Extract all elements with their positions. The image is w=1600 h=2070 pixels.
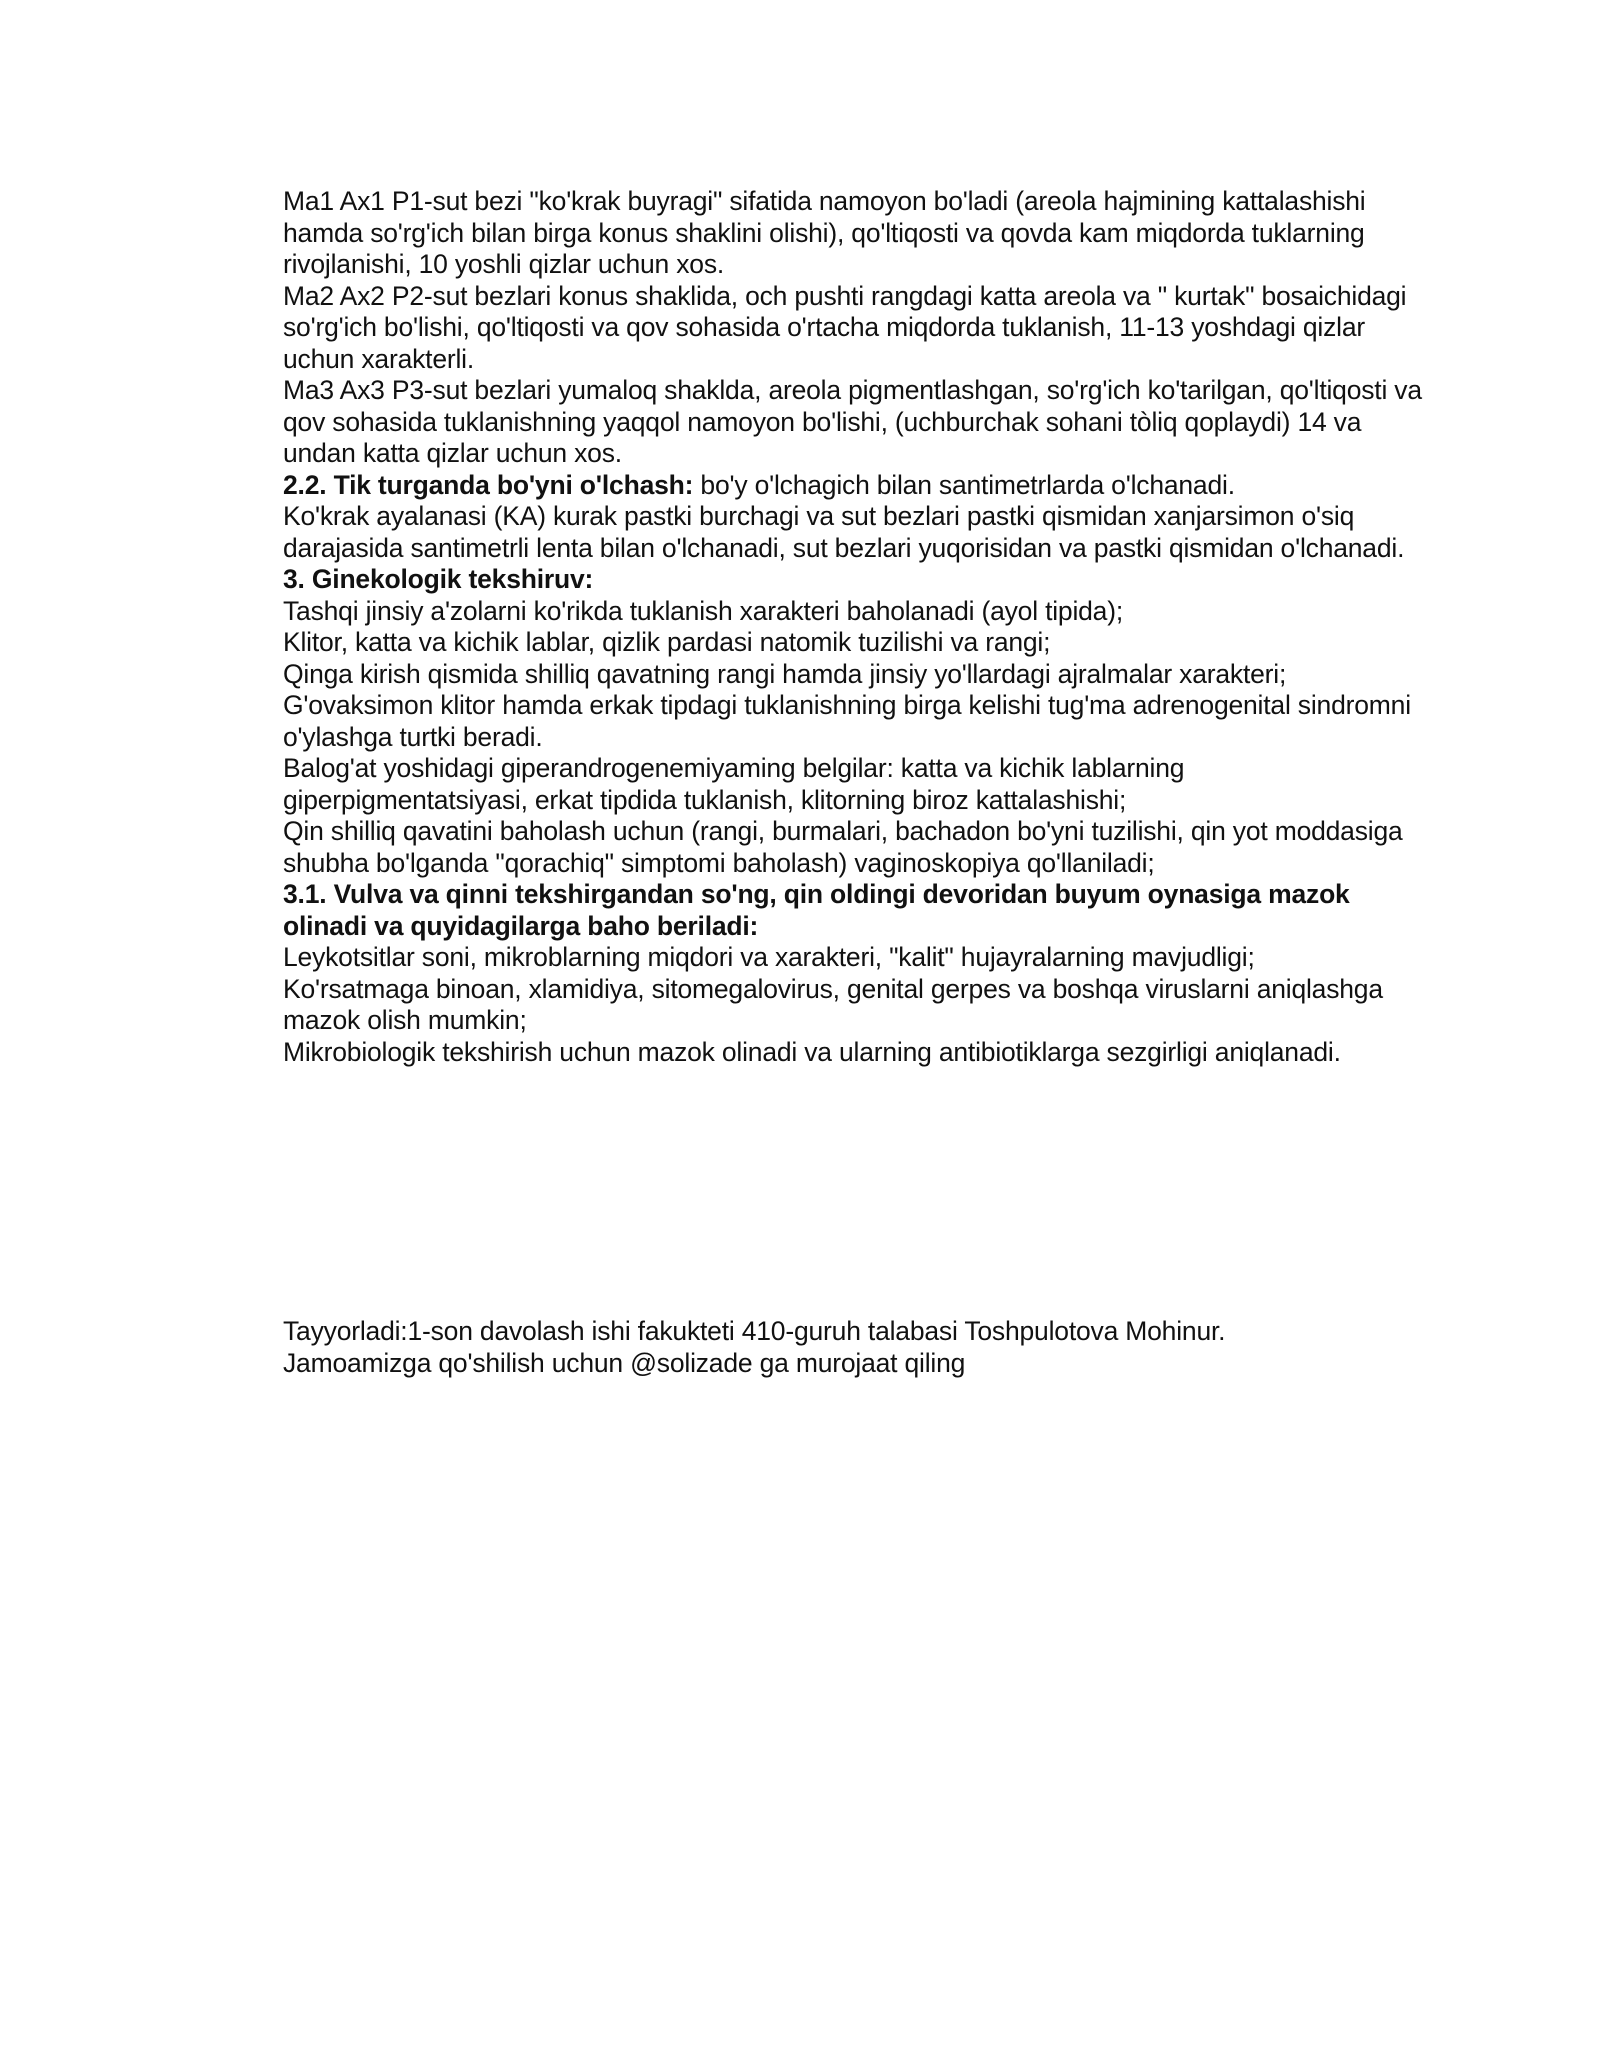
section-2-2-text: bo'y o'lchagich bilan santimetrlarda o'lchanadi. xyxy=(693,469,1235,500)
section-2-2-heading: 2.2. Tik turganda bo'yni o'lchash: xyxy=(283,469,694,500)
section-3-heading: 3. Ginekologik tekshiruv: xyxy=(283,564,594,594)
document-body xyxy=(283,186,1423,1068)
section-2-2 xyxy=(283,470,1423,502)
footer-author: Tayyorladi:1-son davolash ishi fakukteti 410-guruh talabasi Toshpulotova Mohinur. xyxy=(283,1316,1226,1346)
section-3-1-item: Mikrobiologik tekshirish uchun mazok olinadi va ularning antibiotiklarga sezgirligi aniqlanadi. xyxy=(283,1036,1341,1067)
section-3-item: Tashqi jinsiy a'zolarni ko'rikda tuklanish xarakteri baholanadi (ayol tipida); xyxy=(283,595,1124,626)
section-3-item: Balog'at yoshidagi giperandrogenemiyaming belgilar: katta va kichik lablarning giperpigmentatsiyasi, erkat tipdida tuklanish, klitorning biroz kattalashishi; xyxy=(283,753,1185,815)
section-3-item: G'ovaksimon klitor hamda erkak tipdagi tuklanishning birga kelishi tug'ma adrenogenital sindromni o'ylashga turtki beradi. xyxy=(283,690,1411,752)
footer-join-note: Jamoamizga qo'shilish uchun @solizade ga murojaat qiling xyxy=(283,1347,966,1378)
paragraph-ma1: Ma1 Ax1 P1-sut bezi "ko'krak buyragi" sifatida namoyon bo'ladi (areola hajmining kattalashishi hamda so'rg'ich bilan birga konus shaklini olishi), qo'ltiqosti va qovda kam miqdorda tuklarning rivojlanishi, 10 yoshli qizlar uchun xos. xyxy=(283,186,1366,279)
paragraph-ka: Ko'krak ayalanasi (KA) kurak pastki burchagi va sut bezlari pastki qismidan xanjarsimon o'siq darajasida santimetrli lenta bilan o'lchanadi, sut bezlari yuqorisidan va pastki qismidan o'lchanadi. xyxy=(283,501,1405,563)
paragraph-ma3: Ma3 Ax3 P3-sut bezlari yumaloq shaklda, areola pigmentlashgan, so'rg'ich ko'tarilgan, qo'ltiqosti va qov sohasida tuklanishning yaqqol namoyon bo'lishi, (uchburchak sohani tòliq qoplaydi) 14 va undan katta qizlar uchun xos. xyxy=(283,375,1422,468)
section-3-1-item: Leykotsitlar soni, mikroblarning miqdori va xarakteri, "kalit" hujayralarning mavjudligi; xyxy=(283,942,1255,972)
section-3-1-item: Ko'rsatmaga binoan, xlamidiya, sitomegalovirus, genital gerpes va boshqa viruslarni aniqlashga mazok olish mumkin; xyxy=(283,973,1383,1035)
paragraph-ma2: Ma2 Ax2 P2-sut bezlari konus shaklida, och pushti rangdagi katta areola va " kurtak" bosaichidagi so'rg'ich bo'lishi, qo'ltiqosti va qov sohasida o'rtacha miqdorda tuklanish, 11-13 yoshdagi qizlar uchun xarakterli. xyxy=(283,280,1407,374)
section-3-item: Qinga kirish qismida shilliq qavatning rangi hamda jinsiy yo'llardagi ajralmalar xarakteri; xyxy=(283,658,1287,689)
section-3-item: Qin shilliq qavatini baholash uchun (rangi, burmalari, bachadon bo'yni tuzilishi, qin yot moddasiga shubha bo'lganda "qorachiq" simptomi baholash) vaginoskopiya qo'llaniladi; xyxy=(283,816,1403,878)
section-3-1-heading: 3.1. Vulva va qinni tekshirgandan so'ng, qin oldingi devoridan buyum oynasiga mazok olinadi va quyidagilarga baho beriladi: xyxy=(283,879,1350,941)
document-footer xyxy=(283,1316,1423,1379)
section-3-item: Klitor, katta va kichik lablar, qizlik pardasi natomik tuzilishi va rangi; xyxy=(283,627,1051,657)
